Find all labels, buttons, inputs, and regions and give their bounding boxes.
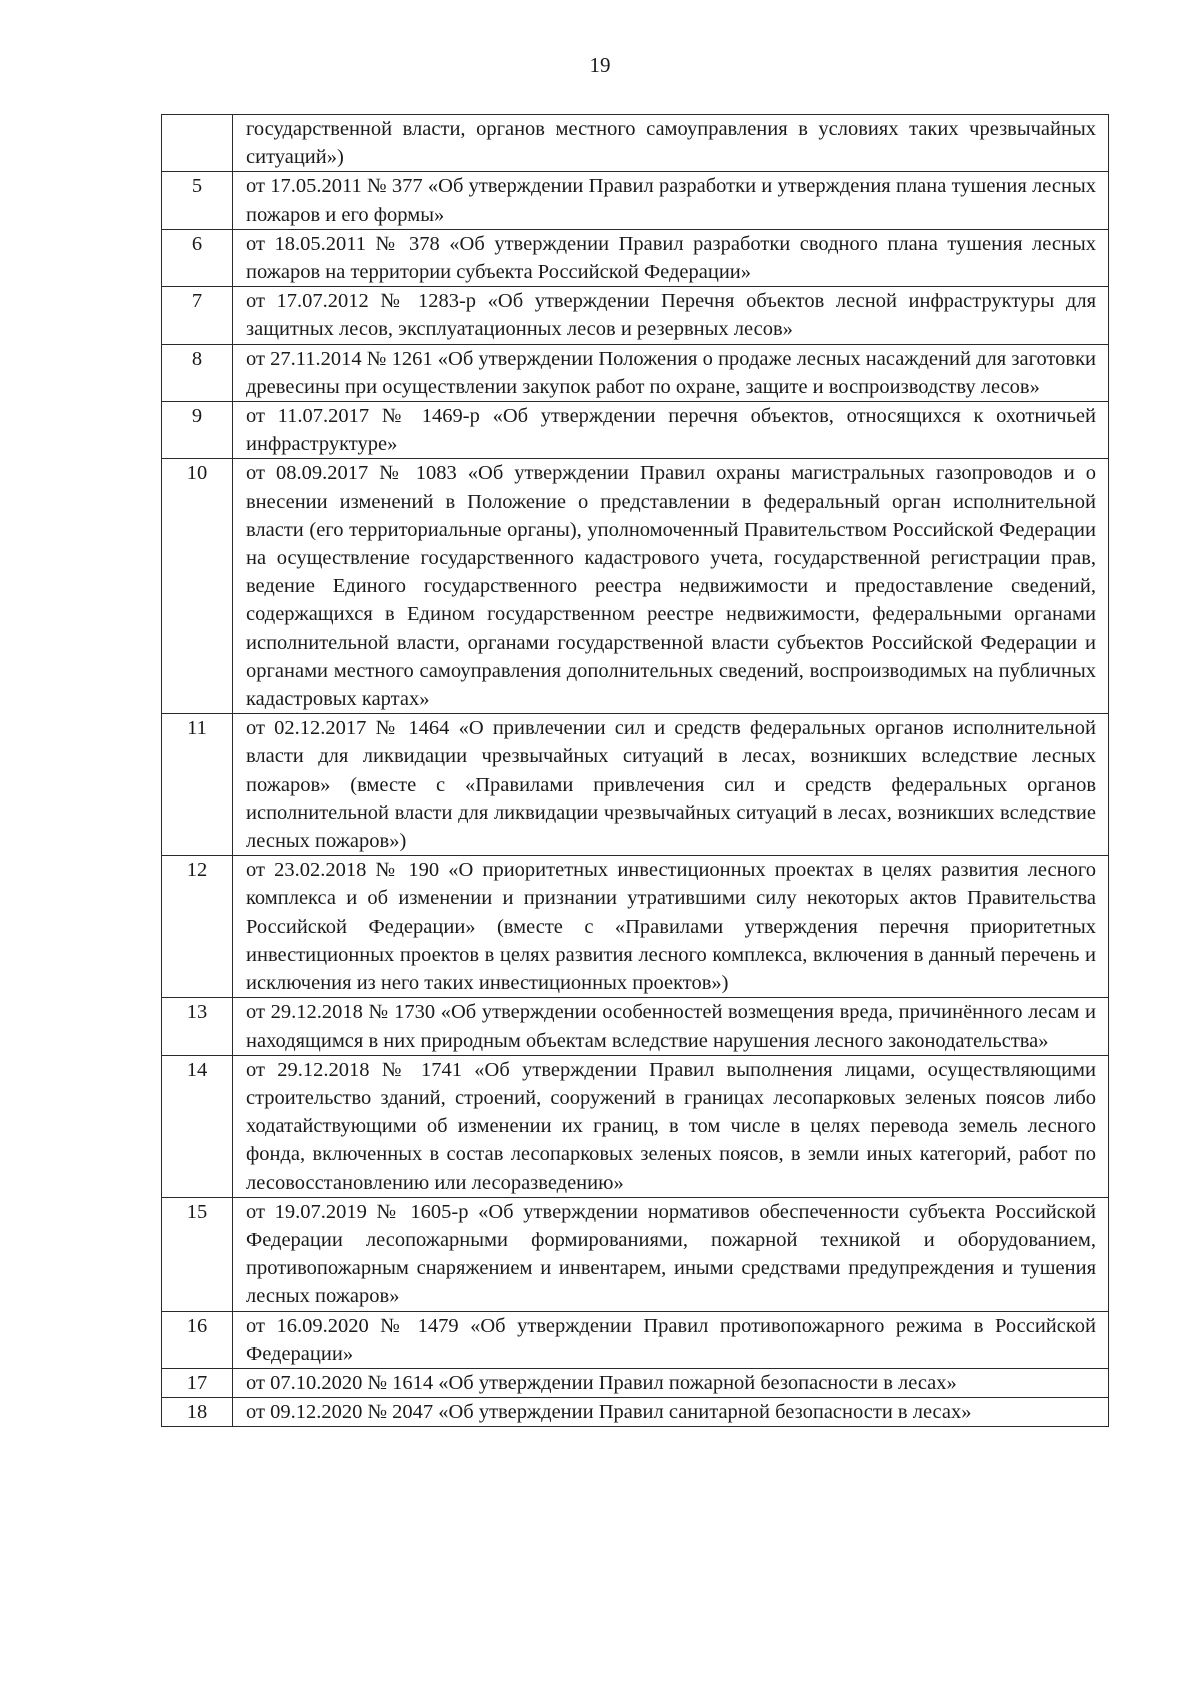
row-text: от 09.12.2020 № 2047 «Об утверждении Правил санитарной безопасности в лесах»	[233, 1398, 1109, 1427]
row-number: 9	[162, 402, 233, 459]
row-text: от 17.05.2011 № 377 «Об утверждении Правил разработки и утверждения плана тушения лесных пожаров и его формы»	[233, 172, 1109, 229]
table-row	[162, 115, 1109, 172]
row-number: 16	[162, 1311, 233, 1368]
table-row	[162, 998, 1109, 1055]
row-number	[162, 115, 233, 172]
row-number: 8	[162, 344, 233, 401]
table-row	[162, 344, 1109, 401]
table-row	[162, 402, 1109, 459]
table-row	[162, 1368, 1109, 1397]
row-number: 11	[162, 714, 233, 856]
row-text: государственной власти, органов местного самоуправления в условиях таких чрезвычайных ситуаций»)	[233, 115, 1109, 172]
table-row	[162, 856, 1109, 998]
row-text: от 19.07.2019 № 1605-р «Об утверждении нормативов обеспеченности субъекта Российской Федерации лесопожарными формированиями, пожарной техникой и оборудованием, противопожарным снаряжением и инвентарем, иными средствами предупреждения и тушения лесных пожаров»	[233, 1197, 1109, 1311]
table-row	[162, 1055, 1109, 1197]
table-row	[162, 1398, 1109, 1427]
row-text: от 02.12.2017 № 1464 «О привлечении сил и средств федеральных органов исполнительной власти для ликвидации чрезвычайных ситуаций в лесах, возникших вследствие лесных пожаров» (вместе с «Правилами привлечения сил и средств федеральных органов исполнительной власти для ликвидации чрезвычайных ситуаций в лесах, возникших вследствие лесных пожаров»)	[233, 714, 1109, 856]
row-number: 18	[162, 1398, 233, 1427]
row-text: от 18.05.2011 № 378 «Об утверждении Правил разработки сводного плана тушения лесных пожаров на территории субъекта Российской Федерации»	[233, 229, 1109, 286]
row-text: от 23.02.2018 № 190 «О приоритетных инвестиционных проектах в целях развития лесного комплекса и об изменении и признании утратившими силу некоторых актов Правительства Российской Федерации» (вместе с «Правилами утверждения перечня приоритетных инвестиционных проектов в целях развития лесного комплекса, включения в данный перечень и исключения из него таких инвестиционных проектов»)	[233, 856, 1109, 998]
row-number: 7	[162, 287, 233, 344]
row-text: от 17.07.2012 № 1283-р «Об утверждении Перечня объектов лесной инфраструктуры для защитных лесов, эксплуатационных лесов и резервных лесов»	[233, 287, 1109, 344]
row-text: от 11.07.2017 № 1469-р «Об утверждении перечня объектов, относящихся к охотничьей инфраструктуре»	[233, 402, 1109, 459]
row-number: 6	[162, 229, 233, 286]
row-text: от 27.11.2014 № 1261 «Об утверждении Положения о продаже лесных насаждений для заготовки древесины при осуществлении закупок работ по охране, защите и воспроизводству лесов»	[233, 344, 1109, 401]
row-number: 12	[162, 856, 233, 998]
regulations-table	[161, 114, 1109, 1427]
table-row	[162, 1311, 1109, 1368]
page-number: 19	[589, 53, 611, 77]
row-text: от 16.09.2020 № 1479 «Об утверждении Правил противопожарного режима в Российской Федерации»	[233, 1311, 1109, 1368]
row-number: 15	[162, 1197, 233, 1311]
table-row	[162, 714, 1109, 856]
table-row	[162, 287, 1109, 344]
row-text: от 08.09.2017 № 1083 «Об утверждении Правил охраны магистральных газопроводов и о внесении изменений в Положение о представлении в федеральный орган исполнительной власти (его территориальные органы), уполномоченный Правительством Российской Федерации на осуществление государственного кадастрового учета, государственной регистрации прав, ведение Единого государственного реестра недвижимости и предоставление сведений, содержащихся в Едином государственном реестре недвижимости, федеральными органами исполнительной власти, органами государственной власти субъектов Российской Федерации и органами местного самоуправления дополнительных сведений, воспроизводимых на публичных кадастровых картах»	[233, 459, 1109, 714]
row-number: 14	[162, 1055, 233, 1197]
row-number: 13	[162, 998, 233, 1055]
table-row	[162, 172, 1109, 229]
row-text: от 29.12.2018 № 1730 «Об утверждении особенностей возмещения вреда, причинённого лесам и находящимся в них природным объектам вследствие нарушения лесного законодательства»	[233, 998, 1109, 1055]
row-number: 17	[162, 1368, 233, 1397]
table-row	[162, 229, 1109, 286]
row-text: от 29.12.2018 № 1741 «Об утверждении Правил выполнения лицами, осуществляющими строительство зданий, строений, сооружений в границах лесопарковых зеленых поясов либо ходатайствующими об изменении их границ, в том числе в целях перевода земель лесного фонда, включенных в состав лесопарковых зеленых поясов, в земли иных категорий, работ по лесовосстановлению или лесоразведению»	[233, 1055, 1109, 1197]
table-row	[162, 1197, 1109, 1311]
table-row	[162, 459, 1109, 714]
row-text: от 07.10.2020 № 1614 «Об утверждении Правил пожарной безопасности в лесах»	[233, 1368, 1109, 1397]
row-number: 5	[162, 172, 233, 229]
row-number: 10	[162, 459, 233, 714]
